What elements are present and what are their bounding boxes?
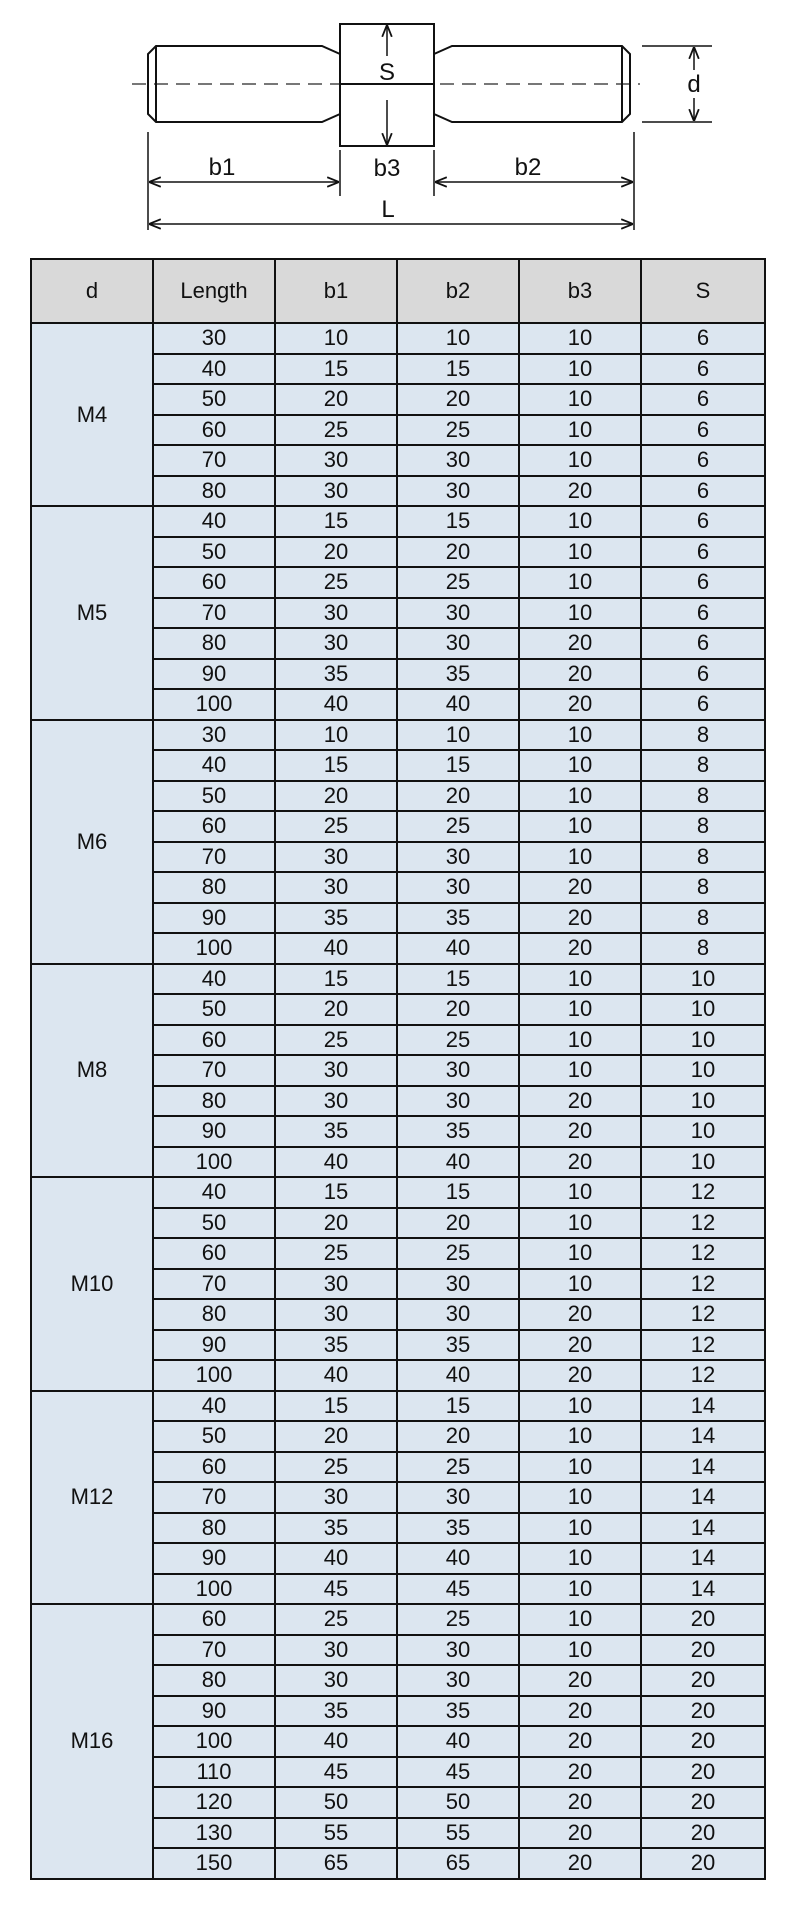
cell-length: 40 — [153, 1391, 275, 1422]
cell-b2: 25 — [397, 1238, 519, 1269]
cell-s: 8 — [641, 842, 765, 873]
cell-b2: 25 — [397, 1604, 519, 1635]
cell-s: 20 — [641, 1757, 765, 1788]
cell-length: 60 — [153, 567, 275, 598]
cell-b1: 30 — [275, 872, 397, 903]
cell-b3: 10 — [519, 1208, 641, 1239]
cell-b3: 10 — [519, 1025, 641, 1056]
cell-b2: 20 — [397, 384, 519, 415]
cell-b2: 35 — [397, 1513, 519, 1544]
cell-b1: 15 — [275, 354, 397, 385]
cell-b1: 15 — [275, 750, 397, 781]
table-row — [31, 720, 765, 751]
cell-b1: 30 — [275, 1635, 397, 1666]
cell-s: 20 — [641, 1726, 765, 1757]
cell-b2: 25 — [397, 1025, 519, 1056]
cell-length: 130 — [153, 1818, 275, 1849]
cell-b1: 25 — [275, 1452, 397, 1483]
cell-b3: 10 — [519, 1574, 641, 1605]
cell-b3: 10 — [519, 1452, 641, 1483]
cell-s: 10 — [641, 1147, 765, 1178]
cell-b2: 10 — [397, 323, 519, 354]
cell-b2: 30 — [397, 842, 519, 873]
cell-b1: 30 — [275, 1269, 397, 1300]
table-row — [31, 964, 765, 995]
cell-s: 14 — [641, 1391, 765, 1422]
cell-b2: 15 — [397, 1177, 519, 1208]
cell-b3: 10 — [519, 1177, 641, 1208]
cell-s: 6 — [641, 506, 765, 537]
cell-b3: 10 — [519, 1543, 641, 1574]
cell-s: 6 — [641, 567, 765, 598]
cell-b2: 20 — [397, 994, 519, 1025]
cell-length: 70 — [153, 1055, 275, 1086]
cell-b3: 20 — [519, 1330, 641, 1361]
cell-b1: 10 — [275, 720, 397, 751]
cell-b2: 30 — [397, 476, 519, 507]
label-b2: b2 — [514, 154, 542, 181]
cell-b3: 10 — [519, 842, 641, 873]
cell-b3: 20 — [519, 1848, 641, 1879]
cell-length: 60 — [153, 1238, 275, 1269]
cell-b1: 30 — [275, 628, 397, 659]
cell-b3: 10 — [519, 781, 641, 812]
cell-s: 12 — [641, 1238, 765, 1269]
cell-length: 100 — [153, 1726, 275, 1757]
cell-length: 70 — [153, 842, 275, 873]
cell-b2: 30 — [397, 1299, 519, 1330]
stud-size-table — [30, 258, 766, 1880]
cell-b3: 10 — [519, 445, 641, 476]
cell-b3: 20 — [519, 628, 641, 659]
cell-s: 6 — [641, 659, 765, 690]
cell-b3: 20 — [519, 1086, 641, 1117]
cell-b3: 10 — [519, 1238, 641, 1269]
cell-b3: 20 — [519, 1757, 641, 1788]
cell-s: 20 — [641, 1818, 765, 1849]
cell-b3: 10 — [519, 1513, 641, 1544]
cell-length: 80 — [153, 1513, 275, 1544]
cell-b2: 30 — [397, 1086, 519, 1117]
cell-b1: 20 — [275, 994, 397, 1025]
cell-b3: 10 — [519, 1421, 641, 1452]
size-cell: M4 — [31, 323, 153, 506]
cell-b3: 10 — [519, 1635, 641, 1666]
cell-b1: 20 — [275, 537, 397, 568]
cell-b2: 30 — [397, 1635, 519, 1666]
cell-b1: 15 — [275, 1391, 397, 1422]
cell-s: 8 — [641, 750, 765, 781]
cell-length: 70 — [153, 1269, 275, 1300]
cell-s: 6 — [641, 384, 765, 415]
cell-b3: 10 — [519, 750, 641, 781]
cell-b2: 40 — [397, 689, 519, 720]
cell-b2: 35 — [397, 659, 519, 690]
cell-b2: 25 — [397, 415, 519, 446]
size-cell: M10 — [31, 1177, 153, 1391]
cell-length: 50 — [153, 1421, 275, 1452]
cell-b1: 40 — [275, 1726, 397, 1757]
cell-b3: 20 — [519, 903, 641, 934]
cell-b2: 45 — [397, 1574, 519, 1605]
cell-length: 70 — [153, 1482, 275, 1513]
cell-length: 90 — [153, 1696, 275, 1727]
cell-s: 12 — [641, 1177, 765, 1208]
cell-length: 30 — [153, 323, 275, 354]
cell-b1: 40 — [275, 689, 397, 720]
cell-s: 6 — [641, 476, 765, 507]
cell-b1: 30 — [275, 476, 397, 507]
cell-b1: 30 — [275, 1055, 397, 1086]
cell-b2: 25 — [397, 567, 519, 598]
cell-length: 100 — [153, 1574, 275, 1605]
cell-s: 12 — [641, 1330, 765, 1361]
cell-length: 100 — [153, 933, 275, 964]
cell-length: 80 — [153, 872, 275, 903]
cell-s: 20 — [641, 1665, 765, 1696]
cell-s: 8 — [641, 903, 765, 934]
size-cell: M16 — [31, 1604, 153, 1879]
cell-length: 60 — [153, 1452, 275, 1483]
cell-s: 20 — [641, 1604, 765, 1635]
size-cell: M8 — [31, 964, 153, 1178]
cell-s: 6 — [641, 415, 765, 446]
cell-b1: 35 — [275, 659, 397, 690]
cell-b1: 25 — [275, 811, 397, 842]
cell-b1: 35 — [275, 1330, 397, 1361]
cell-b2: 30 — [397, 445, 519, 476]
cell-length: 60 — [153, 1025, 275, 1056]
cell-length: 110 — [153, 1757, 275, 1788]
cell-b1: 20 — [275, 1208, 397, 1239]
cell-s: 14 — [641, 1421, 765, 1452]
cell-length: 100 — [153, 1360, 275, 1391]
cell-b1: 45 — [275, 1574, 397, 1605]
cell-s: 14 — [641, 1513, 765, 1544]
table-row — [31, 506, 765, 537]
cell-b2: 30 — [397, 1665, 519, 1696]
table-row — [31, 1391, 765, 1422]
cell-length: 90 — [153, 1116, 275, 1147]
cell-b1: 25 — [275, 1025, 397, 1056]
cell-b3: 10 — [519, 537, 641, 568]
cell-b2: 40 — [397, 1543, 519, 1574]
cell-length: 50 — [153, 384, 275, 415]
cell-b3: 10 — [519, 994, 641, 1025]
table-body — [31, 323, 765, 1879]
cell-b3: 20 — [519, 1360, 641, 1391]
cell-b1: 40 — [275, 1543, 397, 1574]
cell-length: 90 — [153, 1543, 275, 1574]
cell-s: 10 — [641, 964, 765, 995]
cell-s: 10 — [641, 1086, 765, 1117]
cell-b2: 40 — [397, 1147, 519, 1178]
cell-b2: 15 — [397, 506, 519, 537]
cell-b2: 15 — [397, 354, 519, 385]
cell-length: 90 — [153, 1330, 275, 1361]
cell-b3: 10 — [519, 1604, 641, 1635]
spec-table-container — [30, 258, 766, 1880]
cell-b3: 10 — [519, 1482, 641, 1513]
cell-s: 14 — [641, 1482, 765, 1513]
table-row — [31, 1177, 765, 1208]
cell-b2: 20 — [397, 537, 519, 568]
cell-length: 40 — [153, 964, 275, 995]
cell-length: 60 — [153, 1604, 275, 1635]
cell-b2: 10 — [397, 720, 519, 751]
cell-b3: 20 — [519, 1147, 641, 1178]
label-b3: b3 — [373, 155, 401, 182]
cell-b1: 30 — [275, 1665, 397, 1696]
cell-s: 14 — [641, 1452, 765, 1483]
cell-b1: 55 — [275, 1818, 397, 1849]
cell-length: 60 — [153, 811, 275, 842]
cell-b3: 20 — [519, 1726, 641, 1757]
stud-dimension-diagram — [0, 0, 800, 240]
cell-length: 150 — [153, 1848, 275, 1879]
cell-b1: 25 — [275, 1604, 397, 1635]
cell-b3: 20 — [519, 1116, 641, 1147]
cell-b1: 20 — [275, 781, 397, 812]
cell-b2: 30 — [397, 1269, 519, 1300]
cell-b2: 20 — [397, 1421, 519, 1452]
cell-b1: 45 — [275, 1757, 397, 1788]
cell-length: 70 — [153, 598, 275, 629]
header-b3: b3 — [519, 259, 641, 323]
cell-length: 80 — [153, 628, 275, 659]
cell-length: 90 — [153, 903, 275, 934]
cell-length: 40 — [153, 506, 275, 537]
cell-b1: 35 — [275, 903, 397, 934]
cell-b1: 40 — [275, 933, 397, 964]
cell-b1: 30 — [275, 445, 397, 476]
cell-b1: 25 — [275, 1238, 397, 1269]
cell-b2: 40 — [397, 1360, 519, 1391]
cell-b1: 15 — [275, 1177, 397, 1208]
cell-length: 100 — [153, 1147, 275, 1178]
cell-b2: 30 — [397, 872, 519, 903]
cell-b2: 30 — [397, 598, 519, 629]
cell-s: 6 — [641, 354, 765, 385]
size-cell: M6 — [31, 720, 153, 964]
cell-b3: 20 — [519, 476, 641, 507]
cell-s: 10 — [641, 1055, 765, 1086]
cell-s: 8 — [641, 872, 765, 903]
cell-s: 6 — [641, 598, 765, 629]
cell-b3: 20 — [519, 1696, 641, 1727]
cell-b1: 65 — [275, 1848, 397, 1879]
cell-s: 20 — [641, 1787, 765, 1818]
cell-b1: 25 — [275, 415, 397, 446]
cell-b1: 40 — [275, 1147, 397, 1178]
cell-s: 20 — [641, 1848, 765, 1879]
cell-b3: 10 — [519, 354, 641, 385]
cell-b2: 65 — [397, 1848, 519, 1879]
cell-b1: 30 — [275, 598, 397, 629]
table-row — [31, 1604, 765, 1635]
cell-b3: 20 — [519, 659, 641, 690]
size-cell: M12 — [31, 1391, 153, 1605]
cell-b2: 40 — [397, 1726, 519, 1757]
cell-b3: 20 — [519, 689, 641, 720]
cell-s: 12 — [641, 1299, 765, 1330]
cell-b2: 25 — [397, 1452, 519, 1483]
cell-s: 8 — [641, 933, 765, 964]
cell-b1: 30 — [275, 842, 397, 873]
table-row — [31, 323, 765, 354]
cell-b1: 30 — [275, 1482, 397, 1513]
cell-b3: 10 — [519, 415, 641, 446]
cell-length: 100 — [153, 689, 275, 720]
cell-b2: 45 — [397, 1757, 519, 1788]
cell-b2: 35 — [397, 903, 519, 934]
cell-length: 50 — [153, 781, 275, 812]
size-cell: M5 — [31, 506, 153, 720]
cell-s: 20 — [641, 1696, 765, 1727]
cell-b1: 50 — [275, 1787, 397, 1818]
cell-b3: 10 — [519, 323, 641, 354]
cell-b2: 35 — [397, 1116, 519, 1147]
cell-s: 10 — [641, 1116, 765, 1147]
cell-b1: 30 — [275, 1086, 397, 1117]
cell-b2: 35 — [397, 1330, 519, 1361]
cell-s: 8 — [641, 811, 765, 842]
cell-length: 50 — [153, 537, 275, 568]
cell-b2: 20 — [397, 781, 519, 812]
cell-length: 80 — [153, 1086, 275, 1117]
cell-length: 120 — [153, 1787, 275, 1818]
cell-b3: 20 — [519, 1818, 641, 1849]
cell-b1: 40 — [275, 1360, 397, 1391]
cell-length: 30 — [153, 720, 275, 751]
cell-b3: 10 — [519, 1055, 641, 1086]
label-s: S — [378, 59, 396, 86]
cell-b1: 15 — [275, 964, 397, 995]
cell-b2: 35 — [397, 1696, 519, 1727]
cell-b2: 25 — [397, 811, 519, 842]
cell-b3: 20 — [519, 933, 641, 964]
cell-length: 70 — [153, 1635, 275, 1666]
cell-length: 50 — [153, 994, 275, 1025]
cell-b3: 10 — [519, 964, 641, 995]
cell-s: 6 — [641, 689, 765, 720]
cell-b3: 20 — [519, 872, 641, 903]
cell-s: 6 — [641, 445, 765, 476]
header-length: Length — [153, 259, 275, 323]
cell-b3: 10 — [519, 1269, 641, 1300]
cell-s: 12 — [641, 1269, 765, 1300]
cell-s: 20 — [641, 1635, 765, 1666]
cell-b1: 10 — [275, 323, 397, 354]
cell-s: 14 — [641, 1574, 765, 1605]
cell-b1: 30 — [275, 1299, 397, 1330]
cell-b2: 30 — [397, 1482, 519, 1513]
cell-b3: 20 — [519, 1299, 641, 1330]
header-s: S — [641, 259, 765, 323]
cell-b2: 55 — [397, 1818, 519, 1849]
cell-b3: 10 — [519, 567, 641, 598]
header-d: d — [31, 259, 153, 323]
cell-b1: 20 — [275, 1421, 397, 1452]
label-l: L — [381, 196, 395, 223]
cell-s: 8 — [641, 720, 765, 751]
cell-b1: 20 — [275, 384, 397, 415]
header-b2: b2 — [397, 259, 519, 323]
cell-b3: 10 — [519, 506, 641, 537]
table-header-row — [31, 259, 765, 323]
cell-b2: 30 — [397, 628, 519, 659]
cell-s: 6 — [641, 537, 765, 568]
cell-b2: 30 — [397, 1055, 519, 1086]
cell-b2: 20 — [397, 1208, 519, 1239]
cell-b3: 10 — [519, 720, 641, 751]
cell-s: 12 — [641, 1208, 765, 1239]
cell-length: 90 — [153, 659, 275, 690]
cell-length: 60 — [153, 415, 275, 446]
header-b1: b1 — [275, 259, 397, 323]
cell-s: 6 — [641, 628, 765, 659]
cell-b3: 10 — [519, 1391, 641, 1422]
cell-length: 40 — [153, 354, 275, 385]
cell-b3: 10 — [519, 598, 641, 629]
cell-s: 10 — [641, 1025, 765, 1056]
cell-b3: 10 — [519, 811, 641, 842]
cell-b2: 40 — [397, 933, 519, 964]
cell-length: 80 — [153, 1299, 275, 1330]
cell-s: 12 — [641, 1360, 765, 1391]
cell-b2: 15 — [397, 1391, 519, 1422]
cell-b1: 35 — [275, 1696, 397, 1727]
cell-b3: 20 — [519, 1787, 641, 1818]
cell-length: 80 — [153, 476, 275, 507]
label-d: d — [687, 71, 701, 98]
cell-b3: 20 — [519, 1665, 641, 1696]
cell-b1: 15 — [275, 506, 397, 537]
label-b1: b1 — [208, 154, 236, 181]
cell-b1: 35 — [275, 1116, 397, 1147]
cell-length: 80 — [153, 1665, 275, 1696]
cell-b3: 10 — [519, 384, 641, 415]
cell-length: 70 — [153, 445, 275, 476]
cell-s: 6 — [641, 323, 765, 354]
cell-b2: 15 — [397, 964, 519, 995]
cell-b2: 50 — [397, 1787, 519, 1818]
cell-length: 40 — [153, 750, 275, 781]
cell-b1: 35 — [275, 1513, 397, 1544]
cell-b2: 15 — [397, 750, 519, 781]
cell-s: 8 — [641, 781, 765, 812]
cell-s: 14 — [641, 1543, 765, 1574]
cell-length: 40 — [153, 1177, 275, 1208]
cell-length: 50 — [153, 1208, 275, 1239]
cell-b1: 25 — [275, 567, 397, 598]
cell-s: 10 — [641, 994, 765, 1025]
